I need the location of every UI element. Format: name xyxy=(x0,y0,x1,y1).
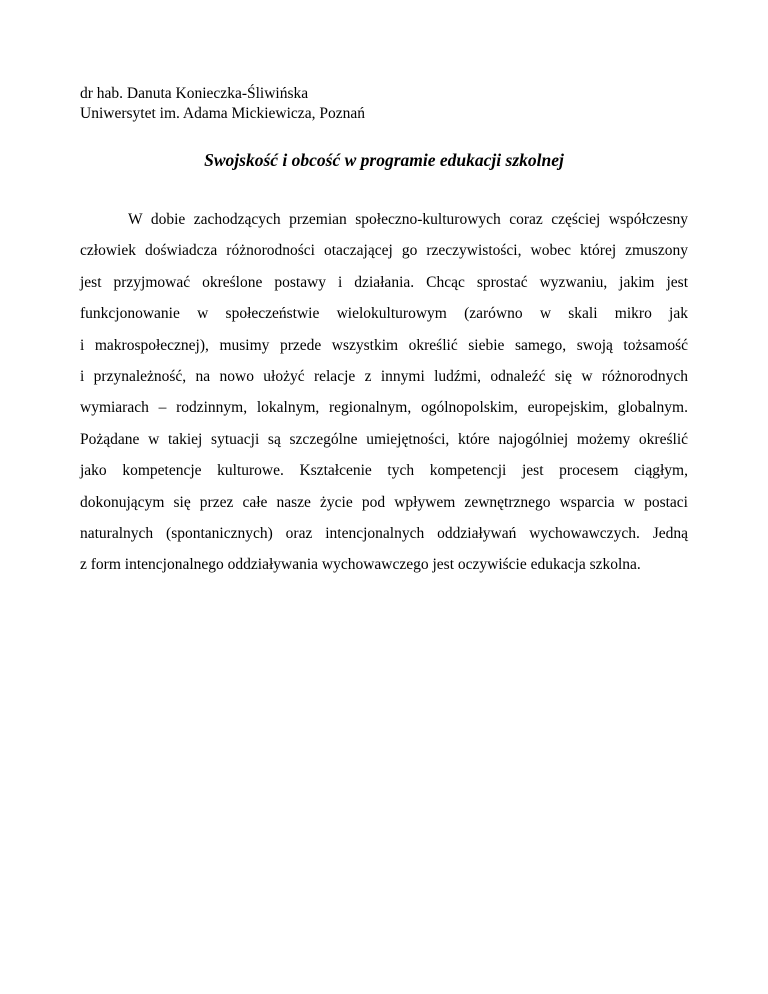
paragraph-line: z form intencjonalnego oddziaływania wychowawczego jest oczywiście edukacja szkolna. xyxy=(80,556,641,574)
paragraph-line: funkcjonowanie w społeczeństwie wielokulturowym (zarówno w skali mikro jak xyxy=(80,305,688,323)
paragraph-line: i makrospołecznej), musimy przede wszystkim określić siebie samego, swoją tożsamość xyxy=(80,336,688,354)
paragraph-line: Pożądane w takiej sytuacji są szczególne umiejętności, które najogólniej możemy określić xyxy=(80,430,688,448)
author-name: dr hab. Danuta Konieczka-Śliwińska xyxy=(80,85,309,102)
paragraph-line: i przynależność, na nowo ułożyć relacje z innymi ludźmi, odnaleźć się w różnorodnych xyxy=(80,368,688,386)
paragraph-line: dokonującym się przez całe nasze życie pod wpływem zewnętrznego wsparcia w postaci xyxy=(80,493,688,511)
paragraph-line: wymiarach – rodzinnym, lokalnym, regionalnym, ogólnopolskim, europejskim, globalnym. xyxy=(80,399,688,417)
paragraph-line: człowiek doświadcza różnorodności otaczającej go rzeczywistości, wobec której zmuszony xyxy=(80,242,688,260)
document-title: Swojskość i obcość w programie edukacji szkolnej xyxy=(204,150,564,170)
paragraph-line: W dobie zachodzących przemian społeczno-kulturowych coraz częściej współczesny xyxy=(128,211,688,228)
author-affiliation: Uniwersytet im. Adama Mickiewicza, Poznań xyxy=(80,105,365,122)
author-block xyxy=(80,84,365,124)
paragraph-line: naturalnych (spontanicznych) oraz intencjonalnych oddziaływań wychowawczych. Jedną xyxy=(80,525,688,543)
body-paragraph xyxy=(80,204,688,581)
paragraph-line: jako kompetencje kulturowe. Kształcenie tych kompetencji jest procesem ciągłym, xyxy=(80,462,688,480)
paragraph-line: jest przyjmować określone postawy i działania. Chcąc sprostać wyzwaniu, jakim jest xyxy=(80,273,688,291)
